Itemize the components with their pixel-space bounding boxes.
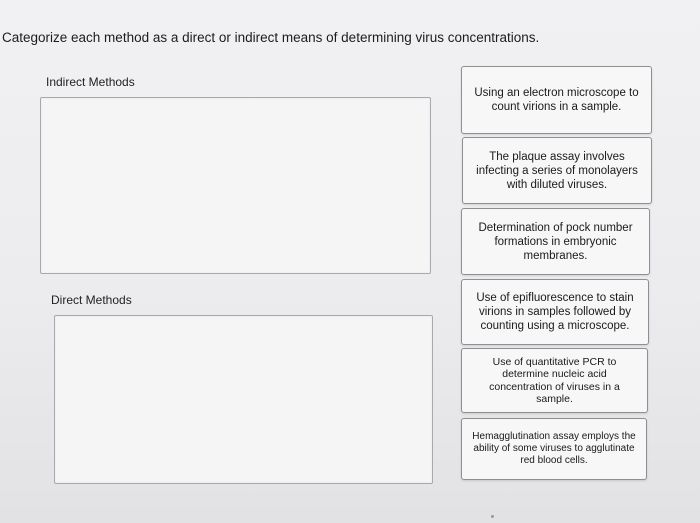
method-card-text: Determination of pock number formations in embryonic membranes. bbox=[478, 221, 633, 262]
method-card-text: The plaque assay involves infecting a series of monolayers with diluted viruses. bbox=[476, 150, 638, 191]
direct-methods-label: Direct Methods bbox=[51, 293, 132, 307]
method-card-plaque-assay[interactable] bbox=[462, 137, 652, 204]
method-card-epifluorescence[interactable] bbox=[461, 279, 649, 345]
question-instructions: Categorize each method as a direct or indirect means of determining virus concentrations. bbox=[2, 30, 540, 45]
method-card-text: Hemagglutination assay employs the ability of some viruses to agglutinate red blood cells. bbox=[472, 431, 636, 466]
method-card-text: Using an electron microscope to count virions in a sample. bbox=[474, 87, 639, 113]
indirect-methods-drop-zone[interactable] bbox=[40, 97, 431, 274]
method-card-electron-microscope[interactable] bbox=[461, 66, 652, 134]
method-card-quantitative-pcr[interactable] bbox=[461, 348, 648, 413]
method-card-pock-number[interactable] bbox=[461, 208, 650, 275]
method-card-text: Use of quantitative PCR to determine nucleic acid concentration of viruses in a sample. bbox=[489, 355, 620, 405]
indirect-methods-label: Indirect Methods bbox=[46, 75, 135, 89]
method-card-text: Use of epifluorescence to stain virions in samples followed by counting using a microscope. bbox=[476, 292, 634, 332]
direct-methods-drop-zone[interactable] bbox=[54, 315, 433, 484]
method-card-hemagglutination[interactable] bbox=[461, 418, 647, 480]
screen-dot bbox=[491, 515, 494, 518]
